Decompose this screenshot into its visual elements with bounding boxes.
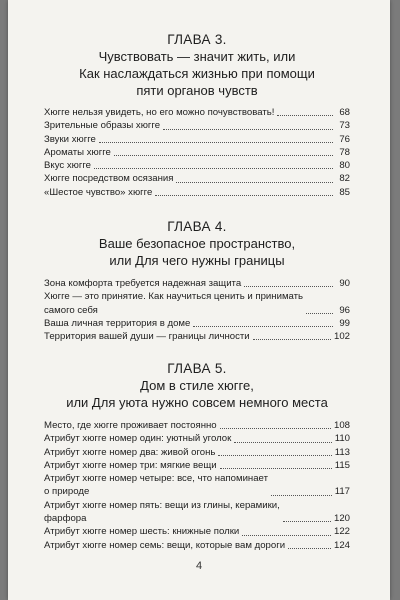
toc-entry-page: 108 [333, 420, 350, 431]
toc-list [44, 106, 350, 199]
dot-leader [253, 339, 331, 340]
toc-entry[interactable] [44, 119, 350, 132]
dot-leader [218, 455, 331, 456]
chapter-title-line: или Для чего нужны границы [109, 253, 285, 268]
toc-entry[interactable] [44, 419, 350, 432]
chapter-title-line: или Для уюта нужно совсем немного места [66, 395, 328, 410]
toc-entry-page: 124 [333, 539, 350, 551]
toc-entry-page: 82 [339, 173, 350, 185]
dot-leader [271, 495, 332, 496]
toc-entry-title: Атрибут хюгге номер четыре: все, что напоминает о природе [44, 473, 268, 498]
toc-list [44, 277, 350, 343]
toc-entry[interactable] [44, 459, 350, 472]
toc-entry[interactable] [44, 432, 350, 445]
chapter-3 [44, 31, 350, 199]
chapter-title-line: Дом в стиле хюгге, [140, 378, 254, 393]
toc-entry-title: Атрибут хюгге номер два: живой огонь [44, 446, 216, 458]
toc-entry-title: Ароматы хюгге [44, 146, 111, 158]
toc-entry-page: 117 [334, 486, 350, 498]
toc-entry-page: 90 [339, 278, 350, 289]
dot-leader [283, 521, 331, 522]
toc-entry[interactable] [44, 186, 350, 199]
toc-entry-title: Атрибут хюгге номер пять: вещи из глины, керамики, фарфора [44, 499, 280, 525]
chapter-title-line: Как наслаждаться жизнью при помощи [79, 66, 315, 81]
toc-entry-title: Атрибут хюгге номер семь: вещи, которые вам дороги [44, 539, 286, 551]
toc-entry-page: 120 [333, 513, 350, 525]
page-number: 4 [195, 560, 203, 572]
dot-leader [155, 195, 333, 196]
toc-entry[interactable] [44, 539, 350, 552]
toc-entry-page: 113 [334, 446, 350, 458]
toc-entry-title: Атрибут хюгге номер три: мягкие вещи [44, 459, 217, 471]
toc-entry[interactable] [44, 290, 350, 317]
chapter-number: ГЛАВА 3. [167, 32, 227, 47]
toc-entry-page: 99 [339, 317, 350, 329]
toc-entry-title: «Шестое чувство» хюгге [44, 186, 153, 198]
chapter-5 [44, 360, 350, 552]
toc-entry-title: Зона комфорта требуется надежная защита [44, 278, 242, 289]
dot-leader [242, 535, 331, 536]
toc-entry-page: 85 [339, 186, 350, 198]
toc-entry-title: Атрибут хюгге номер один: уютный уголок [44, 433, 232, 445]
chapter-title-line: Чувствовать — значит жить, или [98, 49, 296, 64]
toc-entry-page: 110 [334, 433, 350, 445]
dot-leader [163, 129, 333, 130]
toc-entry-page: 80 [339, 160, 350, 172]
chapter-4 [44, 218, 350, 343]
toc-entry-page: 76 [339, 133, 350, 145]
toc-entry[interactable] [44, 317, 350, 330]
toc-entry-page: 73 [339, 120, 350, 132]
toc-entry[interactable] [44, 146, 350, 159]
chapter-number: ГЛАВА 4. [167, 219, 227, 234]
toc-entry-page: 78 [339, 146, 350, 158]
toc-entry-title: Территория вашей души — границы личности [44, 331, 250, 343]
chapter-title-line: Ваше безопасное пространство, [98, 236, 296, 251]
toc-entry-page: 68 [339, 107, 350, 118]
toc-entry-page: 102 [333, 331, 350, 343]
chapter-title-line: пяти органов чувств [136, 83, 258, 98]
dot-leader [306, 313, 333, 314]
dot-leader [244, 286, 333, 287]
toc-entry[interactable] [44, 172, 350, 185]
toc-entry-title: Хюгге посредством осязания [44, 173, 174, 185]
toc-entry[interactable] [44, 106, 350, 119]
dot-leader [220, 468, 332, 469]
dot-leader [114, 155, 333, 156]
toc-entry-title: Зрительные образы хюгге [44, 120, 161, 132]
dot-leader [288, 548, 331, 549]
dot-leader [99, 142, 333, 143]
dot-leader [234, 442, 331, 443]
toc-entry[interactable] [44, 499, 350, 526]
toc-entry-title: Хюгге нельзя увидеть, но его можно почувствовать! [44, 107, 275, 118]
dot-leader [176, 182, 333, 183]
toc-entry-title: Место, где хюгге проживает постоянно [44, 420, 217, 431]
dot-leader [277, 115, 333, 116]
toc-entry[interactable] [44, 525, 350, 538]
toc-entry[interactable] [44, 472, 350, 499]
toc-entry-title: Вкус хюгге [44, 160, 91, 172]
dot-leader [94, 168, 333, 169]
toc-entry[interactable] [44, 330, 350, 343]
toc-entry[interactable] [44, 446, 350, 459]
toc-entry-title: Звуки хюгге [44, 133, 96, 145]
toc-entry[interactable] [44, 133, 350, 146]
toc-entry-page: 122 [333, 526, 350, 538]
toc-entry-page: 96 [339, 304, 350, 316]
toc-entry-title: Ваша личная территория в доме [44, 317, 191, 329]
chapter-number: ГЛАВА 5. [167, 361, 227, 376]
dot-leader [193, 326, 333, 327]
dot-leader [220, 428, 331, 429]
toc-entry-page: 115 [334, 459, 350, 471]
book-page [8, 0, 390, 600]
toc-entry[interactable] [44, 159, 350, 172]
toc-entry-title: Хюгге — это принятие. Как научиться ценить и принимать самого себя [44, 291, 304, 316]
toc-entry-title: Атрибут хюгге номер шесть: книжные полки [44, 526, 240, 538]
toc-list [44, 419, 350, 552]
toc-entry[interactable] [44, 277, 350, 290]
